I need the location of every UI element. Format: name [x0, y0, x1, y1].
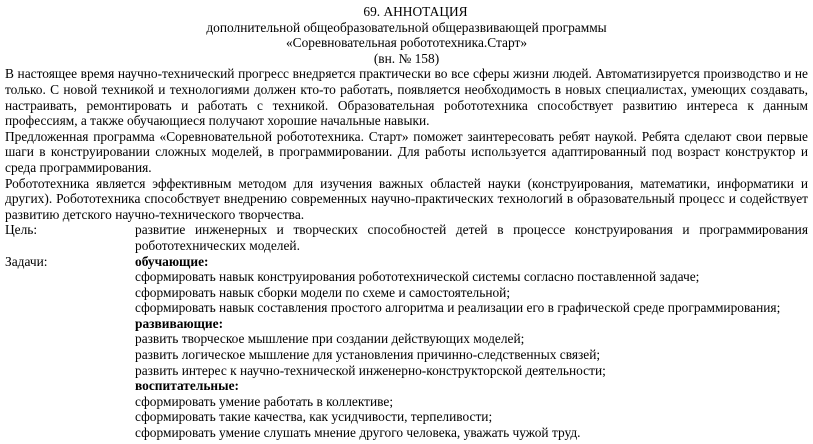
goal-row [5, 222, 808, 253]
program-type-line: дополнительной общеобразовательной общеразвивающей программы [206, 19, 607, 35]
task-item: развить творческое мышление при создании действующих моделей; [135, 331, 525, 347]
tasks-label: Задачи: [5, 253, 48, 269]
tasks-row [5, 254, 808, 441]
tasks-content [135, 254, 808, 441]
intro-paragraph: В настоящее время научно-технический прогресс внедряется практически во все сферы жизни людей. Автоматизируется производство и не только. С новой техникой и технологиями должен кто-то работать, появляется необходимость в новых специалистах, умеющих создавать, настраивать, ремонтировать и работать с техникой. Образовательная робототехника способствует развитию интереса к данным профессиям, а также обучающиеся получают хорошие начальные навыки. [5, 66, 808, 129]
task-item: сформировать навык сборки модели по схеме и самостоятельной; [135, 284, 511, 300]
task-item: сформировать умение слушать мнение другого человека, уважать чужой труд. [135, 425, 581, 441]
task-item: сформировать умение работать в коллективе; [135, 393, 394, 409]
robotics-paragraph: Робототехника является эффективным методом для изучения важных областей науки (конструирования, математики, информатики и других). Робототехника способствует внедрению современных научно-практических технологий в образовательный процесс и содействует развитию детского научно-технического творчества. [5, 175, 808, 222]
goal-text: развитие инженерных и творческих способностей детей в процессе конструирования и программирования робототехнических моделей. [135, 222, 808, 253]
program-description-paragraph: Предложенная программа «Соревновательной робототехника. Старт» поможет заинтересовать ребят наукой. Ребята сделают свои первые шаги в конструировании сложных моделей, в программировании. Для работы используется адаптированный под возраст конструктор и среда программирования. [5, 128, 808, 175]
program-name-line: «Соревновательная робототехника.Старт» [285, 35, 528, 51]
task-item: сформировать навык конструирования робототехнической системы согласно поставленной задаче; [135, 269, 700, 285]
tasks-group-heading-educational: обучающие: [135, 253, 209, 269]
tasks-group-heading-developing: развивающие: [135, 315, 224, 331]
goal-label: Цель: [5, 222, 38, 238]
program-number-line: (вн. № 158) [373, 50, 440, 66]
task-item: сформировать навык составления простого алгоритма и реализации его в графической среде программирования; [135, 300, 781, 316]
task-item: развить интерес к научно-технической инженерно-конструкторской деятельности; [135, 362, 606, 378]
annotation-title: 69. АННОТАЦИЯ [363, 4, 468, 19]
task-item: развить логическое мышление для установления причинно-следственных связей; [135, 347, 601, 363]
task-item: сформировать такие качества, как усидчивости, терпеливости; [135, 409, 493, 425]
tasks-group-heading-upbringing: воспитательные: [135, 378, 239, 394]
